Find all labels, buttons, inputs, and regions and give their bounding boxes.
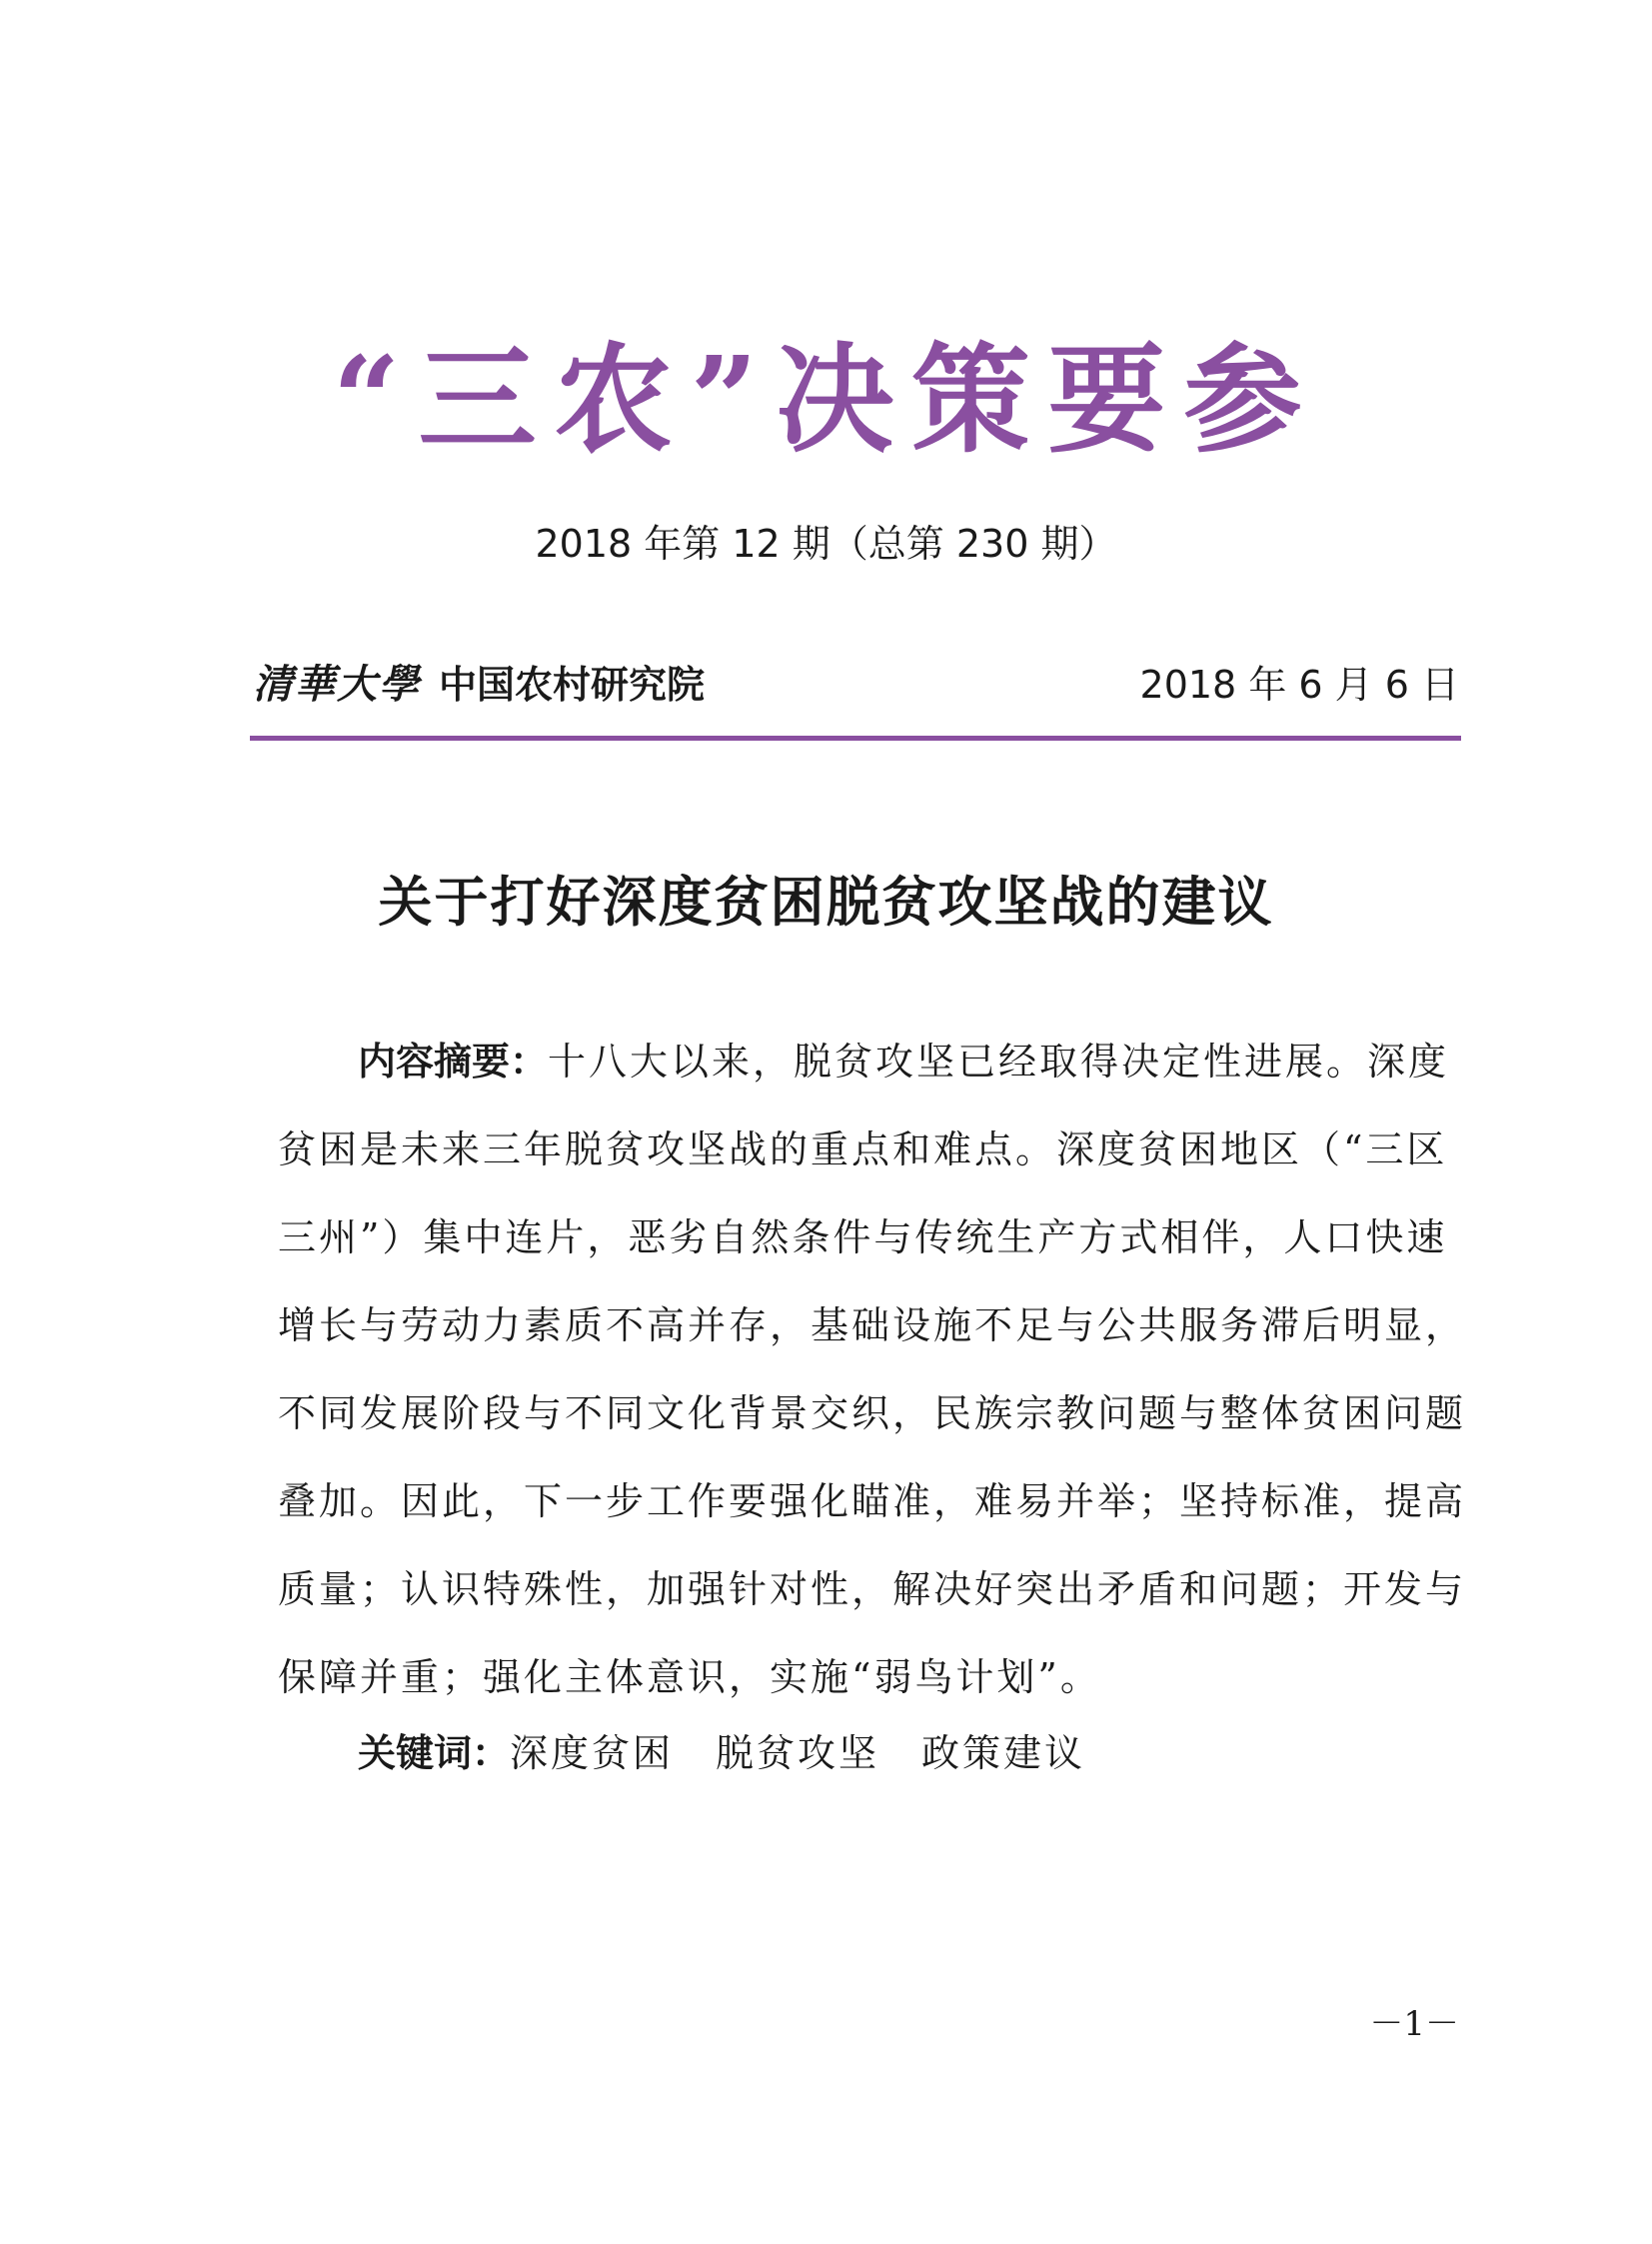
abstract [278, 1018, 1467, 1721]
keyword: 脱贫攻坚 [716, 1731, 880, 1775]
keyword: 深度贫困 [510, 1731, 675, 1775]
publisher [253, 655, 705, 715]
publish-date: 2018 年 6 月 6 日 [1139, 663, 1459, 707]
keywords-label: 关键词： [358, 1731, 511, 1775]
university-logo: 清華大學 [253, 661, 421, 708]
abstract-line: 叠加。因此，下一步工作要强化瞄准，难易并举；坚持标准，提高 [278, 1479, 1467, 1523]
article-title: 关于打好深度贫困脱贫攻坚战的建议 [378, 870, 1274, 934]
abstract-label: 内容摘要： [358, 1040, 549, 1084]
publisher-row [253, 655, 1459, 715]
abstract-line: 不同发展阶段与不同文化背景交织，民族宗教问题与整体贫困问题 [278, 1391, 1467, 1435]
keywords [358, 1719, 1085, 1787]
header-divider [250, 736, 1461, 741]
abstract-line [278, 1018, 1450, 1106]
keyword: 政策建议 [921, 1731, 1086, 1775]
abstract-line: 保障并重；强化主体意识，实施“弱鸟计划”。 [278, 1655, 1101, 1699]
abstract-text: 十八大以来，脱贫攻坚已经取得决定性进展。深度 [548, 1040, 1450, 1084]
abstract-line: 贫困是未来三年脱贫攻坚战的重点和难点。深度贫困地区（“三区 [278, 1127, 1448, 1171]
abstract-line: 三州”）集中连片，恶劣自然条件与传统生产方式相伴，人口快速 [278, 1215, 1448, 1259]
issue-number: 2018 年第 12 期（总第 230 期） [535, 522, 1117, 566]
masthead-title: “三农”决策要参 [332, 330, 1320, 469]
abstract-line: 增长与劳动力素质不高并存，基础设施不足与公共服务滞后明显， [278, 1303, 1467, 1347]
abstract-line: 质量；认识特殊性，加强针对性，解决好突出矛盾和问题；开发与 [278, 1567, 1467, 1611]
institute-name: 中国农村研究院 [439, 662, 706, 707]
page-number: －1－ [1369, 2004, 1459, 2044]
